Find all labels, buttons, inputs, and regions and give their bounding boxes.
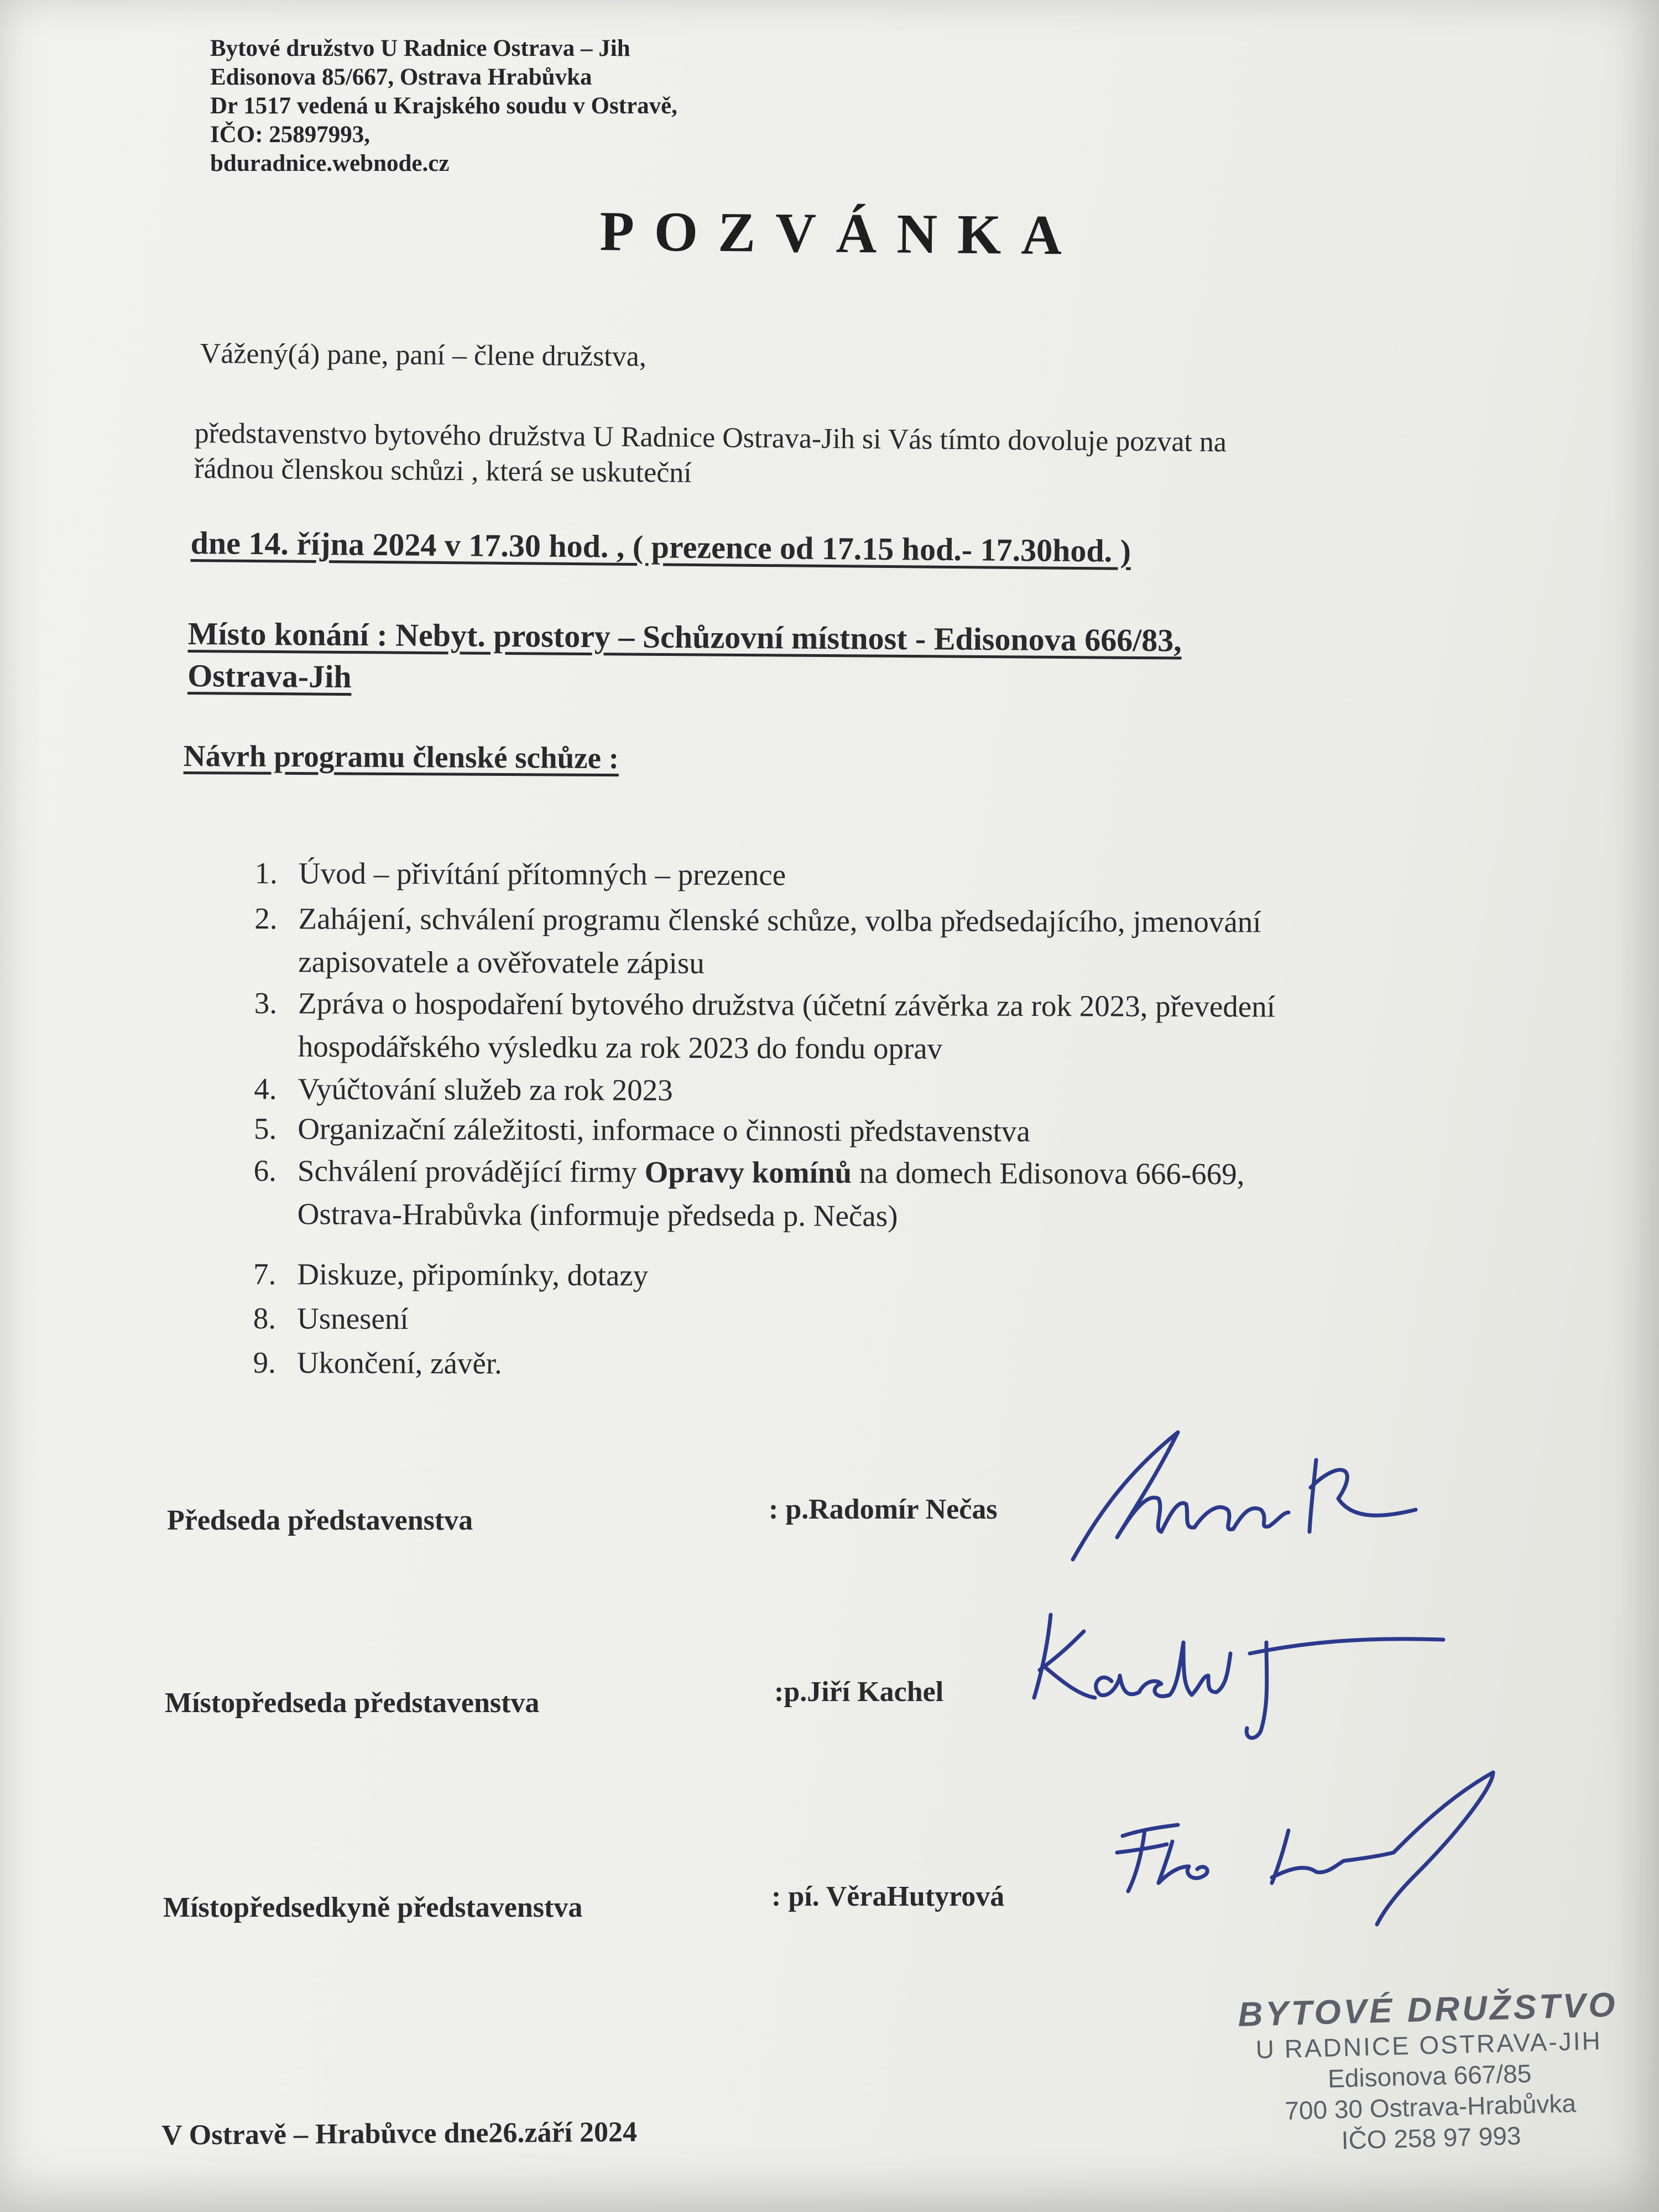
letterhead-ico: IČO: 25897993, bbox=[210, 122, 371, 148]
agenda-item bbox=[234, 897, 1261, 987]
signature-vice-chairman bbox=[1018, 1604, 1460, 1747]
agenda-item-number: 9. bbox=[253, 1345, 276, 1380]
document-title: POZVÁNKA bbox=[599, 200, 1082, 267]
letterhead-registration: Dr 1517 vedená u Krajského soudu v Ostravě, bbox=[210, 93, 677, 119]
agenda-item-text-post: na domech Edisonova 666-669, bbox=[852, 1155, 1245, 1191]
agenda-item bbox=[234, 1067, 672, 1112]
venue-line-1: Místo konání : Nebyt. prostory – Schůzovní místnost - Edisonova 666/83, bbox=[187, 615, 1182, 659]
agenda-item-text: Diskuze, připomínky, dotazy bbox=[297, 1257, 649, 1292]
agenda-item-text: Organizační záležitosti, informace o činnosti představenstva bbox=[298, 1112, 1030, 1149]
signatory-role-chairman: Předseda představenstva bbox=[167, 1505, 473, 1536]
signature-vice-chairwoman bbox=[1106, 1764, 1537, 1930]
signatory-name-vice-chairman: :p.Jiří Kachel bbox=[774, 1676, 944, 1708]
agenda-item-text: Vyúčtování služeb za rok 2023 bbox=[298, 1072, 673, 1107]
agenda-item-text-bold: Opravy komínů bbox=[644, 1155, 852, 1190]
agenda-item bbox=[234, 982, 1276, 1072]
agenda-item-text: Úvod – přivítání přítomných – prezence bbox=[298, 856, 786, 892]
agenda-item bbox=[235, 852, 786, 896]
intro-line-2: řádnou členskou schůzi , která se uskuteční bbox=[194, 452, 692, 489]
agenda-item-number: 7. bbox=[253, 1257, 276, 1291]
letterhead-website: bduradnice.webnode.cz bbox=[210, 150, 450, 176]
agenda-item-text-cont: Ostrava-Hrabůvka (informuje předseda p. Nečas) bbox=[297, 1197, 898, 1233]
agenda-item bbox=[234, 1149, 1245, 1239]
agenda-item-number: 3. bbox=[254, 986, 278, 1020]
meeting-date: dne 14. října 2024 v 17.30 hod. , ( prezence od 17.15 hod.- 17.30hod. ) bbox=[190, 524, 1131, 569]
agenda-item-number: 1. bbox=[254, 856, 278, 890]
agenda-item-text-cont: zapisovatele a ověřovatele zápisu bbox=[298, 945, 705, 980]
stamp-line-3: Edisonova 667/85 bbox=[1327, 2059, 1532, 2093]
signature-chairman bbox=[1051, 1427, 1438, 1571]
meeting-venue bbox=[187, 613, 1182, 704]
agenda-item bbox=[234, 1107, 1030, 1153]
signatory-name-chairman: : p.Radomír Nečas bbox=[769, 1494, 998, 1525]
intro-paragraph bbox=[194, 416, 1227, 495]
letterhead-address: Edisonova 85/667, Ostrava Hrabůvka bbox=[210, 64, 592, 90]
letterhead-org-name: Bytové družstvo U Radnice Ostrava – Jih bbox=[210, 35, 630, 61]
program-heading: Návrh programu členské schůze : bbox=[183, 739, 619, 775]
agenda-item-text: Zpráva o hospodaření bytového družstva (účetní závěrka za rok 2023, převedení bbox=[298, 986, 1276, 1024]
agenda-item-text: Usnesení bbox=[296, 1301, 409, 1336]
agenda-item-text: Schválení provádějící firmy bbox=[297, 1154, 645, 1189]
venue-line-2: Ostrava-Jih bbox=[187, 657, 352, 695]
agenda-item-number: 6. bbox=[253, 1154, 277, 1188]
signatory-role-vice-chairman: Místopředseda představenstva bbox=[165, 1687, 540, 1719]
agenda-item bbox=[233, 1297, 409, 1340]
organization-stamp bbox=[1217, 1985, 1641, 2159]
agenda-item-number: 2. bbox=[254, 901, 278, 936]
agenda-item-text-cont: hospodářského výsledku za rok 2023 do fondu oprav bbox=[298, 1029, 943, 1066]
agenda-item-text: Ukončení, závěr. bbox=[296, 1345, 502, 1380]
letterhead bbox=[210, 34, 677, 178]
signatory-name-vice-chairwoman: : pí. VěraHutyrová bbox=[771, 1881, 1005, 1912]
stamp-line-5: IČO 258 97 993 bbox=[1341, 2121, 1522, 2155]
stamp-line-2: U RADNICE OSTRAVA-JIH bbox=[1255, 2026, 1603, 2064]
agenda-item bbox=[233, 1253, 648, 1297]
place-and-date: V Ostravě – Hrabůvce dne26.září 2024 bbox=[161, 2116, 638, 2151]
agenda-item bbox=[233, 1341, 502, 1385]
agenda-item-number: 5. bbox=[253, 1112, 277, 1146]
agenda-item-number: 4. bbox=[254, 1072, 277, 1106]
stamp-line-1: BYTOVÉ DRUŽSTVO bbox=[1237, 1986, 1619, 2034]
salutation: Vážený(á) pane, paní – člene družstva, bbox=[200, 338, 647, 373]
signatory-role-vice-chairwoman: Místopředsedkyně představenstva bbox=[163, 1892, 583, 1923]
agenda-item-number: 8. bbox=[253, 1301, 276, 1335]
agenda-item-text: Zahájení, schválení programu členské schůze, volba předsedajícího, jmenování bbox=[298, 901, 1261, 939]
intro-line-1: představenstvo bytového družstva U Radnice Ostrava-Jih si Vás tímto dovoluje pozvat na bbox=[194, 417, 1227, 458]
stamp-line-4: 700 30 Ostrava-Hrabůvka bbox=[1284, 2089, 1577, 2125]
